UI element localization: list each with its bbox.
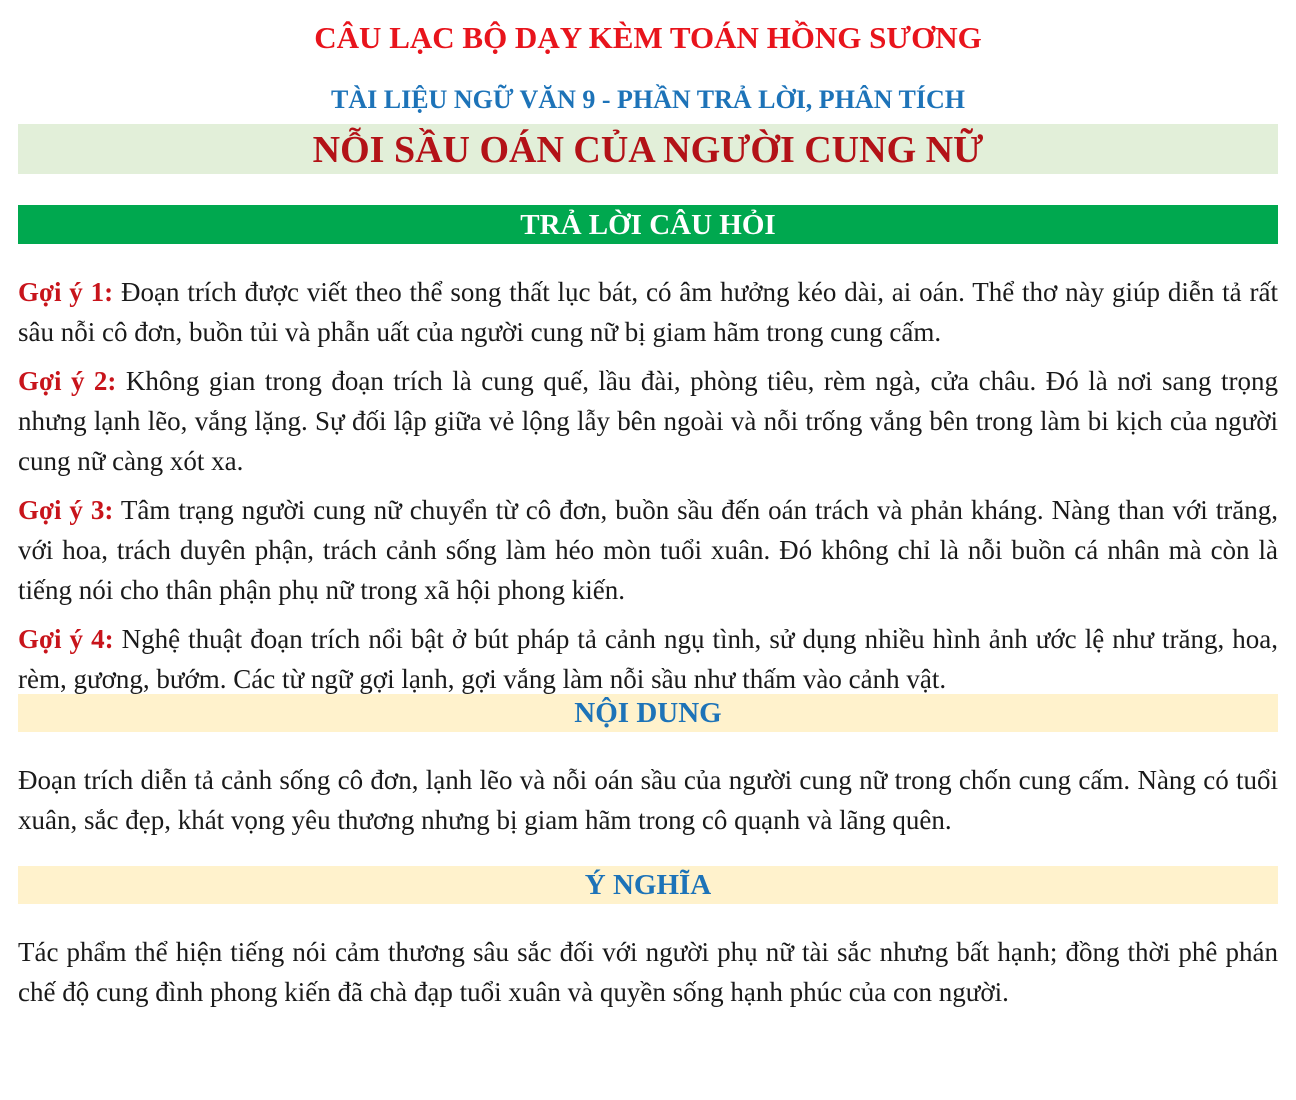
- hint-paragraph: [18, 619, 1278, 699]
- content-paragraph: Đoạn trích diễn tả cảnh sống cô đơn, lạnh lẽo và nỗi oán sầu của người cung nữ trong chốn cung cấm. Nàng có tuổi xuân, sắc đẹp, khát vọng yêu thương nhưng bị giam hãm trong cô quạnh và lãng quên.: [18, 765, 1278, 835]
- content-heading: NỘI DUNG: [18, 694, 1278, 732]
- hint-text: Tâm trạng người cung nữ chuyển từ cô đơn, buồn sầu đến oán trách và phản kháng. Nàng than với trăng, với hoa, trách duyên phận, trách cảnh sống làm héo mòn tuổi xuân. Đó không chỉ là nỗi buồn cá nhân mà còn là tiếng nói cho thân phận phụ nữ trong xã hội phong kiến.: [18, 495, 1278, 605]
- hint-paragraph: [18, 490, 1278, 610]
- hint-text: Đoạn trích được viết theo thể song thất lục bát, có âm hưởng kéo dài, ai oán. Thể thơ này giúp diễn tả rất sâu nỗi cô đơn, buồn tủi và phẫn uất của người cung nữ bị giam hãm trong cung cấm.: [18, 277, 1278, 347]
- hint-label: Gợi ý 2:: [18, 366, 117, 396]
- hint-paragraph: [18, 361, 1278, 481]
- hint-label: Gợi ý 1:: [18, 277, 114, 307]
- hint-text: Nghệ thuật đoạn trích nổi bật ở bút pháp tả cảnh ngụ tình, sử dụng nhiều hình ảnh ước lệ như trăng, hoa, rèm, gương, bướm. Các từ ngữ gợi lạnh, gợi vắng làm nỗi sầu như thấm vào cảnh vật.: [18, 624, 1278, 694]
- hint-paragraph: [18, 272, 1278, 352]
- lesson-title: NỖI SẦU OÁN CỦA NGƯỜI CUNG NỮ: [18, 124, 1278, 174]
- document-subtitle: TÀI LIỆU NGỮ VĂN 9 - PHẦN TRẢ LỜI, PHÂN TÍCH: [331, 85, 965, 114]
- answers-heading: TRẢ LỜI CÂU HỎI: [18, 205, 1278, 244]
- hints-list: [18, 272, 1278, 699]
- hint-text: Không gian trong đoạn trích là cung quế, lầu đài, phòng tiêu, rèm ngà, cửa châu. Đó là nơi sang trọng nhưng lạnh lẽo, vắng lặng. Sự đối lập giữa vẻ lộng lẫy bên ngoài và nỗi trống vắng bên trong làm bi kịch của người cung nữ càng xót xa.: [18, 366, 1278, 476]
- meaning-paragraph: Tác phẩm thể hiện tiếng nói cảm thương sâu sắc đối với người phụ nữ tài sắc nhưng bất hạnh; đồng thời phê phán chế độ cung đình phong kiến đã chà đạp tuổi xuân và quyền sống hạnh phúc của con người.: [18, 937, 1278, 1007]
- club-title: CÂU LẠC BỘ DẠY KÈM TOÁN HỒNG SƯƠNG: [314, 20, 982, 55]
- hint-label: Gợi ý 4:: [18, 624, 114, 654]
- hint-label: Gợi ý 3:: [18, 495, 114, 525]
- meaning-heading: Ý NGHĨA: [18, 866, 1278, 904]
